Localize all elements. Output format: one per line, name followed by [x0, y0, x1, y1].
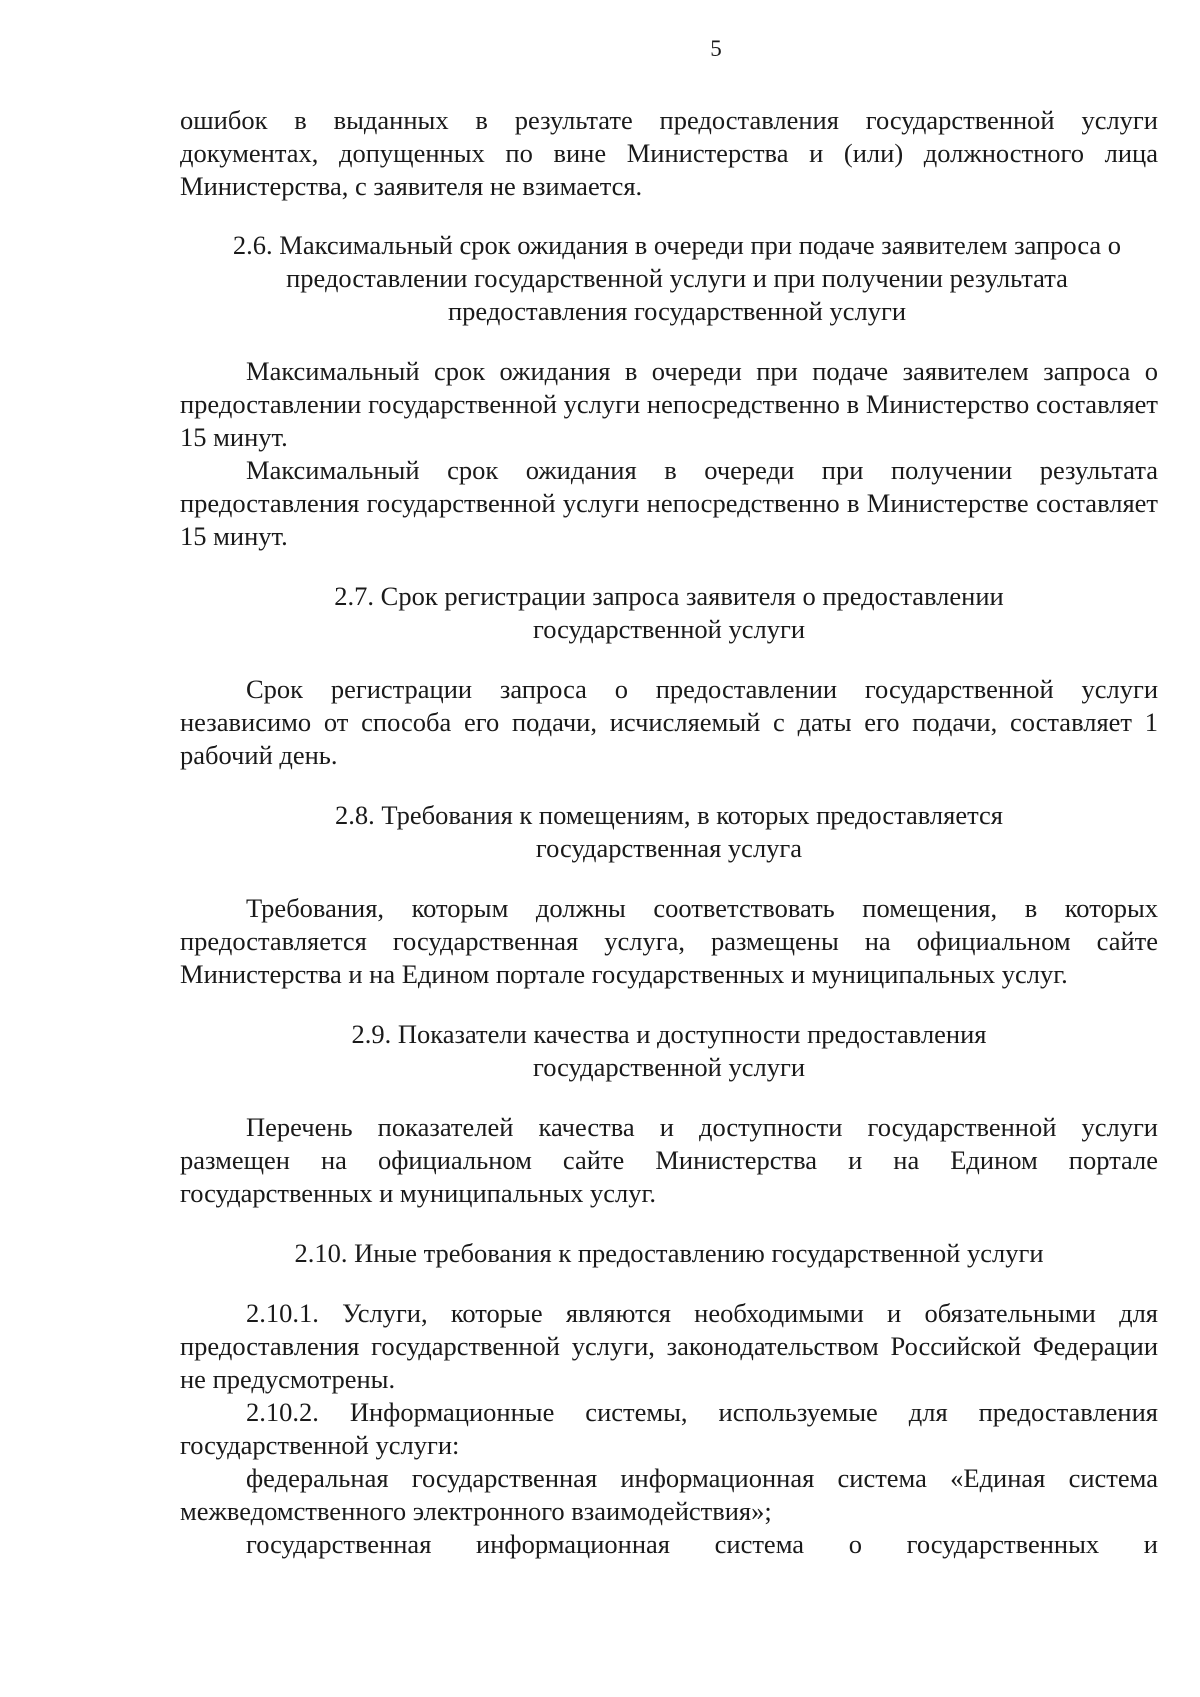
- heading-2-8-line2: государственная услуга: [535, 833, 803, 863]
- paragraph-2-7: Срок регистрации запроса о предоставлении государственной услуги независимо от способа его подачи, исчисляемый с даты его подачи, составляет 1 рабочий день.: [180, 674, 1158, 770]
- paragraph-2-6-b: Максимальный срок ожидания в очереди при получении результата предоставления государственной услуги непосредственно в Министерстве составляет 15 минут.: [180, 455, 1158, 551]
- paragraph-2-10-2: 2.10.2. Информационные системы, используемые для предоставления государственной услуги:: [180, 1397, 1158, 1460]
- paragraph-2-6-a: Максимальный срок ожидания в очереди при подаче заявителем запроса о предоставлении государственной услуги непосредственно в Министерство составляет 15 минут.: [180, 356, 1158, 452]
- heading-2-7-line2: государственной услуги: [532, 614, 806, 644]
- paragraph-2-9: Перечень показателей качества и доступности государственной услуги размещен на официальном сайте Министерства и на Едином портале государственных и муниципальных услуг.: [180, 1112, 1158, 1208]
- heading-2-6: 2.6. Максимальный срок ожидания в очереди при подаче заявителем запроса о предоставлении государственной услуги и при получении результата предоставления государственной услуги: [232, 230, 1122, 326]
- list-item-1: федеральная государственная информационная система «Единая система межведомственного электронного взаимодействия»;: [180, 1463, 1158, 1526]
- list-item-2: государственная информационная система о государственных и: [246, 1529, 1158, 1559]
- paragraph-intro: ошибок в выданных в результате предоставления государственной услуги документах, допущенных по вине Министерства и (или) должностного лица Министерства, с заявителя не взимается.: [180, 105, 1158, 201]
- heading-2-10: 2.10. Иные требования к предоставлению государственной услуги: [294, 1238, 1044, 1268]
- heading-2-9-line1: 2.9. Показатели качества и доступности предоставления: [351, 1019, 987, 1049]
- heading-2-8-line1: 2.8. Требования к помещениям, в которых предоставляется: [335, 800, 1003, 830]
- page-number: 5: [710, 36, 722, 61]
- paragraph-2-8: Требования, которым должны соответствовать помещения, в которых предоставляется государственная услуга, размещены на официальном сайте Министерства и на Едином портале государственных и муниципальных услуг.: [180, 893, 1158, 989]
- document-body: [180, 104, 1158, 1561]
- heading-2-9-line2: государственной услуги: [532, 1052, 806, 1082]
- heading-2-7-line1: 2.7. Срок регистрации запроса заявителя о предоставлении: [334, 581, 1004, 611]
- paragraph-2-10-1: 2.10.1. Услуги, которые являются необходимыми и обязательными для предоставления государственной услуги, законодательством Российской Федерации не предусмотрены.: [180, 1298, 1158, 1394]
